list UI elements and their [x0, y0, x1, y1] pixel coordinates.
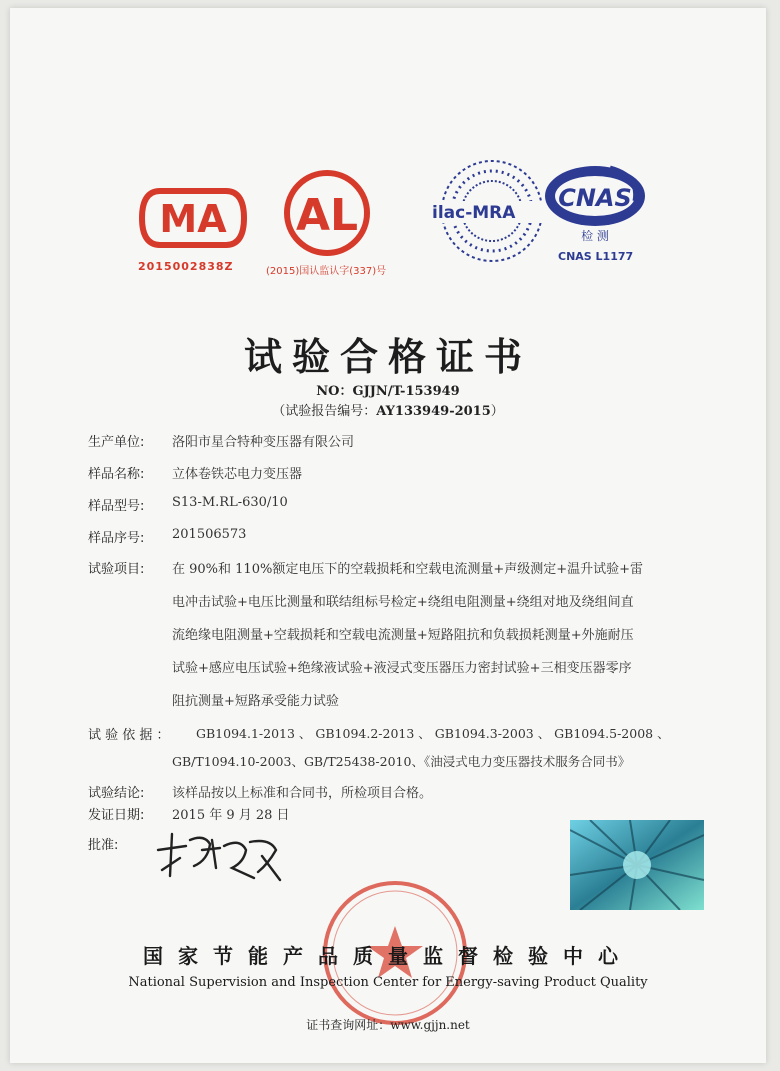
test-items-line: 电冲击试验+电压比测量和联结组标号检定+绕组电阻测量+绕组对地及绕组间直 [172, 595, 634, 610]
manufacturer-label: 生产单位: [88, 435, 145, 450]
conclusion-label: 试验结论: [88, 786, 145, 801]
report-number-line [10, 400, 766, 419]
sample-model-value: S13-M.RL-630/10 [172, 495, 288, 510]
manufacturer-value: 洛阳市星合特种变压器有限公司 [172, 435, 355, 450]
certificate-page [10, 8, 766, 1063]
cma-logo [138, 183, 248, 253]
cnas-text: CNAS [558, 184, 632, 212]
approval-label: 批准: [88, 838, 119, 853]
cma-logo-text: MA [159, 197, 227, 241]
hologram-seal [570, 820, 704, 910]
issue-date-label: 发证日期: [88, 808, 145, 823]
report-number-label: （试验报告编号： [272, 404, 377, 419]
cal-logo [282, 168, 372, 258]
cnas-number: CNAS L1177 [558, 250, 634, 263]
issuing-center-en: National Supervision and Inspection Center for Energy-saving Product Quality [128, 975, 648, 990]
issuing-center-cn: 国家节能产品质量监督检验中心 [143, 944, 633, 968]
sample-serial-label: 样品序号: [88, 531, 145, 546]
issue-date-value: 2015 年 9 月 28 日 [172, 808, 290, 823]
ilac-mra-logo [430, 156, 550, 266]
cma-number: 2015002838Z [138, 260, 234, 273]
cal-logo-text: AL [295, 190, 359, 241]
certificate-number: NO：GJJN/T-153949 [316, 384, 460, 399]
test-items-line: 阻抗测量+短路承受能力试验 [172, 694, 339, 709]
basis-label: 试 验 依 据 ： [88, 728, 170, 743]
basis-line: GB1094.1-2013 、 GB1094.2-2013 、 GB1094.3-2003 、 GB1094.5-2008 、 [196, 726, 670, 741]
query-url: 证书查询网址：www.gjjn.net [306, 1018, 470, 1032]
basis-line: GB/T1094.10-2003、GB/T25438-2010、《油浸式电力变压器技术服务合同书》 [172, 754, 631, 769]
test-items-line: 在 90%和 110%额定电压下的空载损耗和空载电流测量+声级测定+温升试验+雷 [172, 562, 644, 577]
test-items-line: 试验+感应电压试验+绝缘液试验+液浸式变压器压力密封试验+三相变压器零序 [172, 661, 632, 676]
report-number-suffix: ） [490, 404, 504, 419]
sample-name-label: 样品名称: [88, 467, 145, 482]
cnas-logo [540, 156, 650, 246]
certificate-title: 试验合格证书 [243, 335, 532, 379]
signature [150, 820, 290, 890]
sample-model-label: 样品型号: [88, 499, 145, 514]
sample-name-value: 立体卷铁芯电力变压器 [172, 467, 303, 482]
cnas-sub-text: 检 测 [581, 229, 609, 243]
test-items-label: 试验项目: [88, 562, 145, 577]
report-number: AY133949-2015 [376, 404, 491, 419]
conclusion-value: 该样品按以上标准和合同书，所检项目合格。 [172, 786, 433, 801]
ilac-mra-text: ilac-MRA [432, 203, 516, 223]
cal-number: (2015)国认监认字(337)号 [266, 266, 387, 277]
test-items-line: 流绝缘电阻测量+空载损耗和空载电流测量+短路阻抗和负载损耗测量+外施耐压 [172, 628, 634, 643]
sample-serial-value: 201506573 [172, 527, 247, 542]
